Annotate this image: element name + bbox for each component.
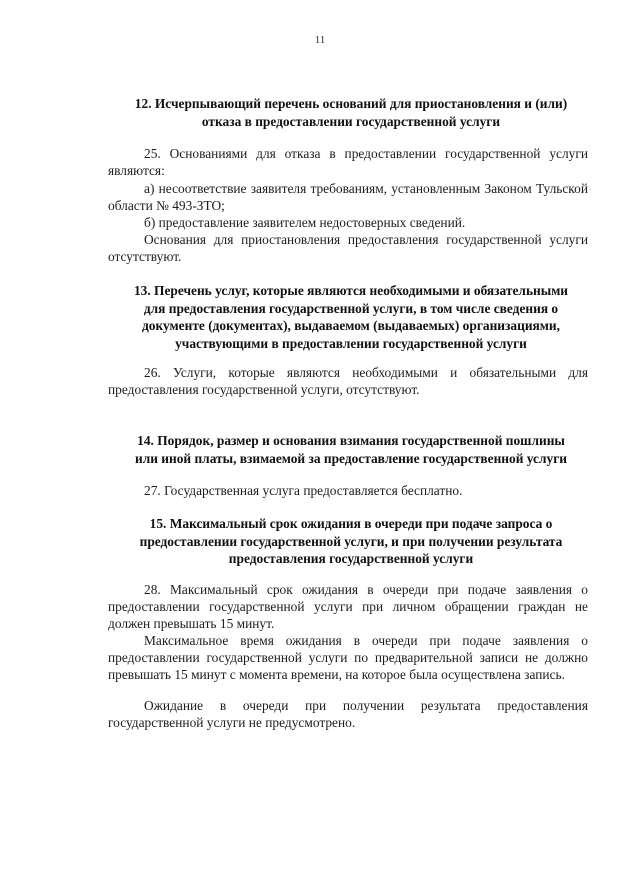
page-number: 11 (314, 34, 326, 46)
paragraph-28-max-time: Максимальное время ожидания в очереди при подаче заявления о предоставлении государственной услуги по предварительной записи не должно превышать 15 минут с момента времени, на которое была осуществлена запись. (108, 633, 588, 683)
paragraph-25-suspension: Основания для приостановления предоставления государственной услуги отсутствуют. (108, 232, 588, 265)
paragraph-28: 28. Максимальный срок ожидания в очереди при подаче заявления о предоставлении государственной услуги при личном обращении граждан не должен превышать 15 минут. (108, 582, 588, 632)
heading-line: предоставлении государственной услуги, и при получении результата (139, 533, 563, 549)
section-12-heading (108, 95, 594, 130)
heading-line: 13. Перечень услуг, которые являются необходимыми и обязательными (133, 283, 569, 298)
heading-line: 12. Исчерпывающий перечень оснований для приостановления и (или) (134, 96, 568, 111)
heading-line: или иной платы, взимаемой за предоставление государственной услуги (134, 450, 567, 466)
heading-line: документе (документах), выдаваемом (выдаваемых) организациями, (142, 318, 560, 333)
heading-line: отказа в предоставлении государственной услуги (201, 113, 501, 129)
heading-line: 14. Порядок, размер и основания взимания государственной пошлины (137, 433, 565, 448)
paragraph-25-a: а) несоответствие заявителя требованиям, установленным Законом Тульской области № 493-ЗТО; (108, 181, 588, 214)
heading-line: участвующими в предоставлении государственной услуги (175, 335, 527, 351)
section-15-heading (108, 515, 594, 568)
paragraph-25-b: б) предоставление заявителем недостоверных сведений. (144, 215, 466, 230)
heading-line: 15. Максимальный срок ожидания в очереди при подаче запроса о (149, 516, 553, 531)
paragraph-28-result: Ожидание в очереди при получении результата предоставления государственной услуги не предусмотрено. (108, 698, 588, 731)
section-13-heading (108, 282, 594, 352)
section-14-heading (108, 432, 594, 467)
paragraph-26: 26. Услуги, которые являются необходимыми и обязательными для предоставления государственной услуги, отсутствуют. (108, 365, 588, 398)
heading-line: предоставления государственной услуги (228, 551, 474, 566)
paragraph-25: 25. Основаниями для отказа в предоставлении государственной услуги являются: (108, 146, 588, 179)
paragraph-27: 27. Государственная услуга предоставляется бесплатно. (144, 483, 463, 498)
heading-line: для предоставления государственной услуги, в том числе сведения о (143, 300, 559, 316)
